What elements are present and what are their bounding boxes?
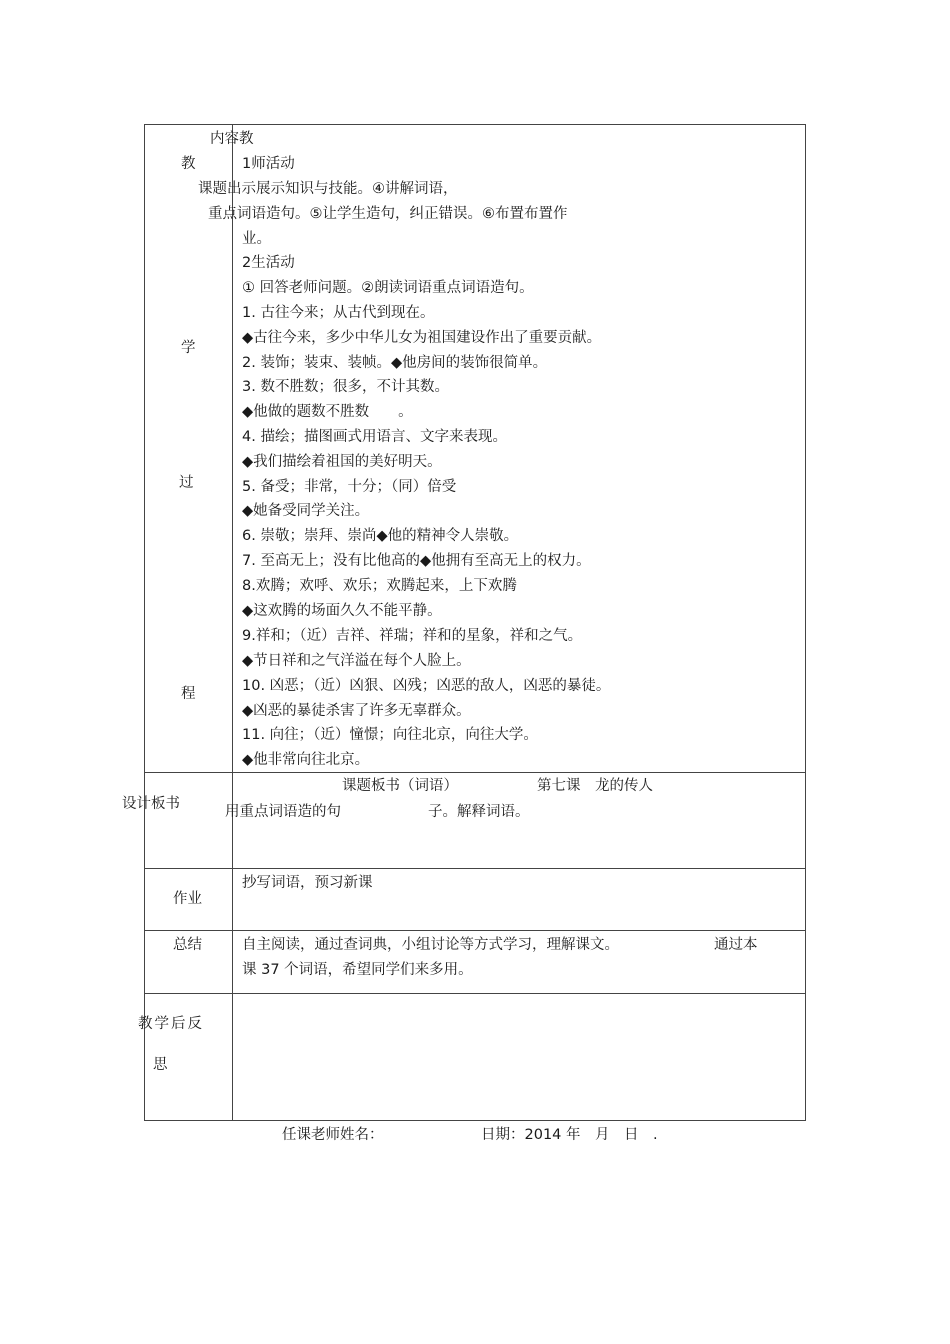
- table-column-divider: [232, 124, 233, 1121]
- vocab-line: 9.祥和；（近）吉祥、祥瑞；祥和的星象，祥和之气。: [242, 628, 583, 644]
- vocab-line: ◆古往今来，多少中华儿女为祖国建设作出了重要贡献。: [242, 330, 602, 346]
- board-line-2-left: 用重点词语造的句: [225, 804, 341, 820]
- vocab-line: 8.欢腾；欢呼、欢乐；欢腾起来，上下欢腾: [242, 578, 517, 594]
- reflection-label-line-1: 教学后反: [138, 1016, 204, 1032]
- footer-teacher-name: 任课老师姓名：: [282, 1127, 384, 1143]
- summary-label: 总结: [173, 937, 202, 953]
- summary-line-1-right: 通过本: [714, 937, 758, 953]
- row-divider-reflection: [144, 993, 806, 994]
- table-border-left: [144, 124, 145, 1121]
- process-label-char-4: 程: [181, 686, 196, 702]
- summary-line-1: 自主阅读，通过查词典，小组讨论等方式学习，理解课文。: [242, 937, 619, 953]
- row-divider-summary: [144, 930, 806, 931]
- board-line-2-right: 子。解释词语。: [428, 804, 530, 820]
- vocab-line: 5. 备受；非常，十分；（同）倍受: [242, 479, 457, 495]
- table-border-bottom: [144, 1120, 806, 1121]
- board-line-1-right: 第七课 龙的传人: [537, 778, 653, 794]
- table-border-top: [144, 124, 806, 125]
- student-activity-line: ① 回答老师问题。②朗读词语重点词语造句。: [242, 280, 534, 296]
- vocab-line: ◆节日祥和之气洋溢在每个人脸上。: [242, 653, 471, 669]
- homework-label: 作业: [173, 891, 202, 907]
- vocab-line: 1. 古往今来；从古代到现在。: [242, 305, 435, 321]
- vocab-line: ◆这欢腾的场面久久不能平静。: [242, 603, 442, 619]
- process-label-char-2: 学: [181, 340, 196, 356]
- vocab-line: ◆她备受同学关注。: [242, 503, 370, 519]
- student-activity-title: 2生活动: [242, 255, 295, 271]
- reflection-label-line-2: 思: [153, 1057, 168, 1073]
- vocab-line: 3. 数不胜数；很多，不计其数。: [242, 379, 449, 395]
- vocab-line: 10. 凶恶；（近）凶狠、凶残；凶恶的敌人，凶恶的暴徒。: [242, 678, 611, 694]
- table-border-right: [805, 124, 806, 1121]
- vocab-line: ◆他做的题数不胜数 。: [242, 404, 413, 420]
- board-label: 设计板书: [122, 796, 180, 812]
- footer-date: 日期：2014 年 月 日 .: [481, 1127, 658, 1143]
- vocab-line: 7. 至高无上；没有比他高的◆他拥有至高无上的权力。: [242, 553, 591, 569]
- vocab-line: 2. 装饰；装束、装帧。◆他房间的装饰很简单。: [242, 355, 548, 371]
- process-header: 内容教: [210, 131, 254, 147]
- vocab-line: ◆凶恶的暴徒杀害了许多无辜群众。: [242, 703, 471, 719]
- vocab-line: 4. 描绘；描图画式用语言、文字来表现。: [242, 429, 507, 445]
- process-label-char-3: 过: [179, 475, 194, 491]
- teacher-activity-title: 1师活动: [242, 156, 295, 172]
- vocab-line: ◆我们描绘着祖国的美好明天。: [242, 454, 442, 470]
- vocab-line: 6. 崇敬；崇拜、崇尚◆他的精神令人崇敬。: [242, 528, 519, 544]
- vocab-line: ◆他非常向往北京。: [242, 752, 370, 768]
- teacher-activity-line-3: 业。: [242, 231, 271, 247]
- board-line-1-left: 课题板书（词语）: [342, 778, 458, 794]
- process-label-char-1: 教: [181, 156, 196, 172]
- homework-text: 抄写词语，预习新课: [242, 875, 373, 891]
- teacher-activity-line-2: 重点词语造句。⑤让学生造句，纠正错误。⑥布置布置作: [208, 206, 568, 222]
- teacher-activity-line-1: 课题出示展示知识与技能。④讲解词语，: [198, 181, 458, 197]
- row-divider-homework: [144, 868, 806, 869]
- row-divider-board: [144, 772, 806, 773]
- summary-line-2: 课 37 个词语，希望同学们来多用。: [242, 962, 473, 978]
- vocab-line: 11. 向往；（近）憧憬；向往北京，向往大学。: [242, 727, 538, 743]
